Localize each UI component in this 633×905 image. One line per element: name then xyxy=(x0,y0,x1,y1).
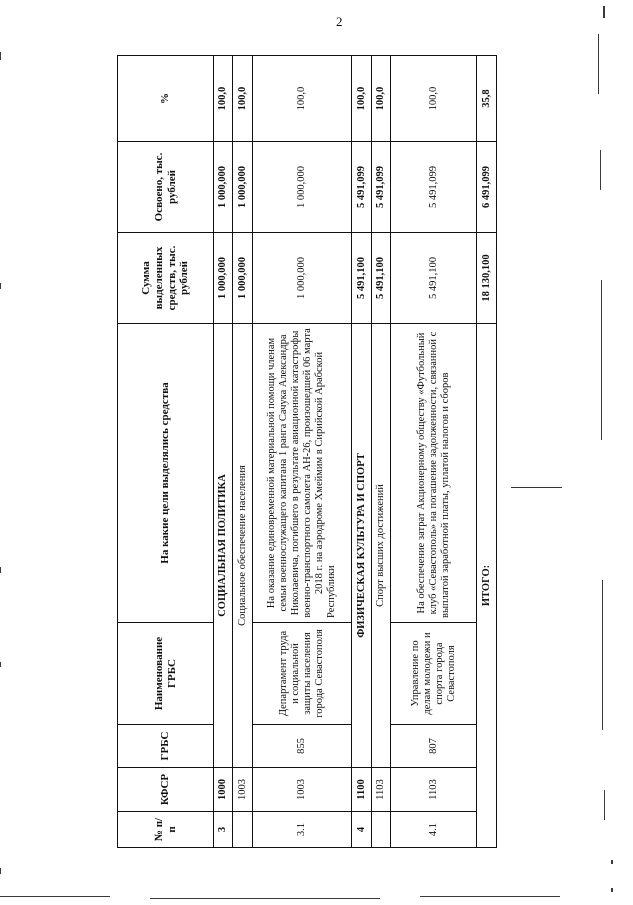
header-spent-sum: Освоено, тыс. рублей xyxy=(118,142,214,233)
margin-mark xyxy=(0,896,110,897)
row-allocated-sum: 5 491,100 xyxy=(391,233,477,324)
header-number: № п/п xyxy=(118,812,214,848)
row-spent-sum: 5 491,099 xyxy=(371,142,390,233)
row-kfsr: 1103 xyxy=(391,768,477,812)
margin-mark xyxy=(611,888,613,892)
row-number: 4.1 xyxy=(391,812,477,848)
margin-mark xyxy=(0,283,1,289)
signature-line xyxy=(511,487,562,488)
header-purpose: На какие цели выделялись средства xyxy=(118,324,214,623)
row-spent-sum: 1 000,000 xyxy=(233,142,252,233)
row-kfsr: 1003 xyxy=(252,768,351,812)
row-percent: 100,0 xyxy=(252,56,351,142)
table-row xyxy=(233,56,252,848)
total-allocated-sum: 18 130,100 xyxy=(477,233,497,324)
table-row xyxy=(352,56,371,848)
margin-mark xyxy=(600,150,601,190)
row-percent: 100,0 xyxy=(371,56,390,142)
margin-mark xyxy=(611,860,613,864)
row-number: 4 xyxy=(352,812,371,848)
budget-table xyxy=(117,55,497,848)
header-percent: % xyxy=(118,56,214,142)
row-kfsr: 1000 xyxy=(214,768,233,812)
margin-mark xyxy=(0,52,1,60)
table-row xyxy=(371,56,390,848)
row-grbs: 855 xyxy=(252,725,351,768)
row-number: 3 xyxy=(214,812,233,848)
margin-mark xyxy=(150,898,380,899)
rotated-table xyxy=(117,56,497,848)
header-row xyxy=(118,56,214,848)
row-number xyxy=(371,812,390,848)
row-allocated-sum: 1 000,000 xyxy=(233,233,252,324)
row-percent: 100,0 xyxy=(352,56,371,142)
row-kfsr: 1103 xyxy=(371,768,390,812)
row-allocated-sum: 5 491,100 xyxy=(371,233,390,324)
margin-mark xyxy=(602,580,603,730)
row-spent-sum: 5 491,099 xyxy=(391,142,477,233)
row-number: 3.1 xyxy=(252,812,351,848)
table-row xyxy=(214,56,233,848)
row-allocated-sum: 1 000,000 xyxy=(214,233,233,324)
section-title: ФИЗИЧЕСКАЯ КУЛЬТУРА И СПОРТ xyxy=(352,324,371,768)
header-kfsr: КФСР xyxy=(118,768,214,812)
row-percent: 100,0 xyxy=(233,56,252,142)
row-number xyxy=(233,812,252,848)
margin-mark xyxy=(603,6,605,18)
row-percent: 100,0 xyxy=(214,56,233,142)
table-frame xyxy=(117,56,497,848)
margin-mark xyxy=(0,868,1,874)
margin-mark xyxy=(601,280,602,440)
table-row xyxy=(391,56,477,848)
subsection-title: Социальное обеспечение населения xyxy=(233,324,252,768)
page-number: 2 xyxy=(336,14,343,29)
total-spent-sum: 6 491,099 xyxy=(477,142,497,233)
header-allocated-sum: Сумма выделенных средств, тыс. рублей xyxy=(118,233,214,324)
row-grbs-name: Департамент труда и социальной защиты населения города Севастополя xyxy=(252,623,351,725)
margin-mark xyxy=(604,790,605,820)
row-allocated-sum: 1 000,000 xyxy=(252,233,351,324)
row-purpose: На обеспечение затрат Акционерному обществу «Футбольный клуб «Севастополь» на погашение задолженности, связанной с выплатой заработной платы, уплатой налогов и сборов xyxy=(391,324,477,623)
row-spent-sum: 1 000,000 xyxy=(252,142,351,233)
margin-mark xyxy=(420,896,560,897)
row-spent-sum: 1 000,000 xyxy=(214,142,233,233)
row-grbs: 807 xyxy=(391,725,477,768)
row-allocated-sum: 5 491,100 xyxy=(352,233,371,324)
header-grbs: ГРБС xyxy=(118,725,214,768)
row-kfsr: 1100 xyxy=(352,768,371,812)
table-row xyxy=(252,56,351,848)
total-percent: 35,8 xyxy=(477,56,497,142)
margin-mark xyxy=(0,567,1,573)
header-grbs-name: Наименование ГРБС xyxy=(118,623,214,725)
margin-mark xyxy=(598,34,599,94)
total-row xyxy=(477,56,497,848)
row-grbs-name: Управление по делам молодежи и спорта города Севастополя xyxy=(391,623,477,725)
subsection-title: Спорт высших достижений xyxy=(371,324,390,768)
total-label: ИТОГО: xyxy=(477,324,497,848)
section-title: СОЦИАЛЬНАЯ ПОЛИТИКА xyxy=(214,324,233,768)
row-kfsr: 1003 xyxy=(233,768,252,812)
row-percent: 100,0 xyxy=(391,56,477,142)
row-purpose: На оказание единовременной материальной помощи членам семьи военнослужащего капитана 1 ранга Сачука Александра Николаевича, погибшего в результате авиационной катастрофы военно-транспортного самолета АН-26, произошедшей 06 марта 2018 г. на аэродроме Хмеймим в Сирийской Арабской Республики xyxy=(252,324,351,623)
margin-mark xyxy=(0,662,1,667)
row-spent-sum: 5 491,099 xyxy=(352,142,371,233)
